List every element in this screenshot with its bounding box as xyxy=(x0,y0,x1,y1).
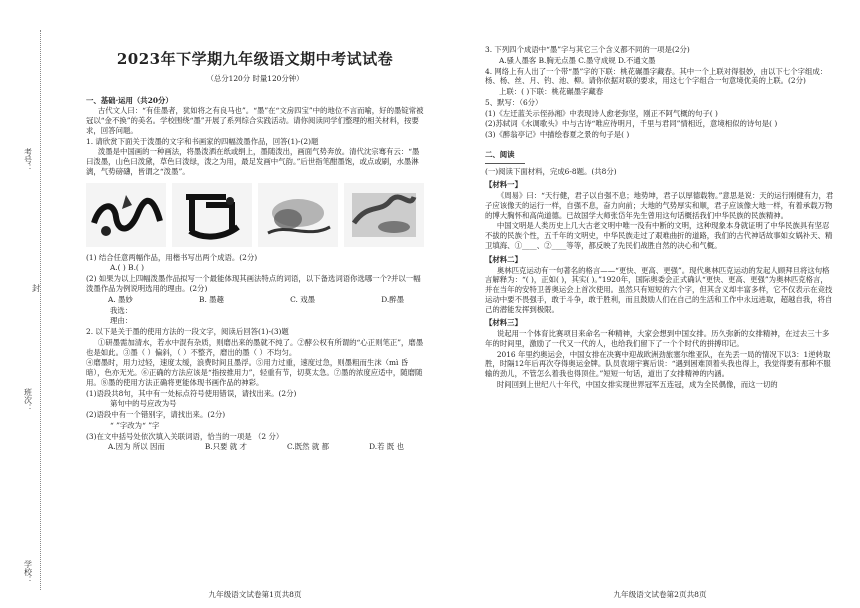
binding-feng-mark: 封 xyxy=(31,284,41,292)
question-2-1-answer[interactable]: 第句中的号应改为号 xyxy=(110,399,177,409)
question-2-2: (2)语段中有一个错别字，请找出来。(2分) xyxy=(86,410,226,420)
question-2-text-2: ④磨墨时，用力过轻，速度太缓，浪费时间且墨浮。⑤用力过重，速度过急，则墨粗而生沫（mì 昏暗），色亦无光。⑥正确的方法应该是“指按推用力”，轻重有节，切莫太急。⑦墨的浓度应适中，随磨随用。⑧墨的使用方法正确将更能体现书画作品的神彩。 xyxy=(86,358,423,387)
material-1-heading: 【材料一】 xyxy=(485,180,522,190)
question-4-answer[interactable]: 上联：( )下联：桃花碾墨字藏春 xyxy=(499,87,604,97)
question-2-3: (3)在文中括号处依次填入关联词语，恰当的一项是 （2 分） xyxy=(86,431,284,441)
page-footer-right: 九年级语文试卷第2页共8页 xyxy=(613,589,707,599)
question-2: 2. 以下是关于墨的使用方法的一段文字，阅读后回答(1)-(3)题 xyxy=(86,327,289,337)
ink-painting-2 xyxy=(172,183,252,247)
reading-instruction: (一)阅读下面材料，完成6-8题。(共8分) xyxy=(485,166,617,176)
question-2-3-options xyxy=(86,442,424,452)
question-1: 1. 请欣赏下面关于泼墨的文字和书画家的四幅泼墨作品，回答(1)-(2)题 xyxy=(86,136,319,146)
material-2-heading: 【材料二】 xyxy=(485,254,522,264)
exam-title: 2023年下学期九年级语文期中考试试卷 xyxy=(116,50,394,68)
question-1-1-blanks[interactable]: A.( ) B.( ) xyxy=(110,263,145,273)
page-footer-left: 九年级语文试卷第1页共8页 xyxy=(208,589,302,599)
section-reading-heading: 二、阅读 xyxy=(485,149,515,159)
option-a: A. 墨妙 xyxy=(108,294,133,304)
class-label: 班次： xyxy=(23,388,33,412)
question-5-1: (1)《左迁蓝关示侄孙湘》中表现诗人愈老弥坚，刚正不阿气概的句子( ) xyxy=(485,108,718,118)
material-3-text: 说起用一个体育比赛项目来命名一种精神，大家会想到中国女排。历久弥新的女排精神，在过去三十多年的时间里，激励了一代又一代的人，也给我们留下了一个个时代的拼搏印记。 xyxy=(485,329,830,348)
question-4: 4. 网络上有人出了一个带“墨”字的下联：桃花碾墨字藏春。其中一个上联对得很妙，由以下七个字组成：杨、杨、丝、月、钓、池、柳。请你依据对联的要求，用这七个字组合一句意境优美的上联。(2分) xyxy=(485,66,828,86)
answer-reason-label: 理由： xyxy=(110,316,133,326)
option-b: B.只要 就 才 xyxy=(204,442,247,452)
answer-choose-label: 我选： xyxy=(110,305,133,315)
ink-painting-1 xyxy=(86,183,166,247)
question-5-2: (2)苏轼词《水调歌头》中与古诗“唯应待明月，千里与君同”情相近，意境相似的诗句是( ) xyxy=(485,119,778,129)
question-1-2: (2) 如果为以上四幅泼墨作品拟写一个最能体现其画法特点的词语，以下备选词语你选哪一个?并以一幅泼墨作品为例说明选用的理由。(2分) xyxy=(86,274,421,293)
exam-subtitle: （总分120分 时量120分钟） xyxy=(206,73,304,83)
question-1-1: (1) 结合任意两幅作品，用楷书写出两个成语。(2分) xyxy=(86,252,258,262)
material-2-text: 奥林匹克运动有一句著名的格言——“更快、更高、更强”。现代奥林匹克运动的发起人顾拜旦将这句格言解释为：“( )，正如( )，其实( )。”1920年，国际奥委会正式确认“更快、更高、更强”为奥林匹克格言，并在当年的安特卫普奥运会上首次使用。虽然只有短短的六个字，但其含义却丰富多样，它不仅表示在竞技运动中要不畏强手，敢于斗争，敢于胜利，而且鼓励人们在自己的生活和工作中永远进取，超越自我，将自己的潜能发挥到极限。 xyxy=(485,265,833,314)
binding-dotted-line xyxy=(40,30,42,590)
left-page xyxy=(86,0,424,608)
question-2-2-answer[interactable]: “ ”字改为“ ”字 xyxy=(110,420,160,430)
school-label: 学校： xyxy=(23,560,33,584)
ink-artworks xyxy=(86,183,424,247)
material-3-text-3: 时间回到上世纪八十年代，中国女排实现世界冠军五连冠，成为全民偶像，而这一切的 xyxy=(496,379,778,389)
material-1-text-2: 中国文明是人类历史上几大古老文明中唯一没有中断的文明，这种现象本身就证明了中华民族具有坚忍不拔的民族个性，五千年的文明史，中华民族走过了艰难曲折的道路，我们的古代神话故事如女娲补天、精卫填海、①____、②____等等，都反映了先民们战胜自然的决心和气概。 xyxy=(485,221,833,251)
question-1-2-options xyxy=(86,295,424,305)
material-3-text-2: 2016 年里约奥运会，中国女排在决赛中迎战欧洲劲旅塞尔维亚队，在先丢一局的情况下以3：1逆转取胜，时隔12年后再次夺得奥运金牌。队员袁翊宇赛后说：“遇到困难顶着头我也得上，我觉得要有那种不服输的劲儿，不管怎么着我也得顶住。”短短一句话，道出了女排精神的内涵。 xyxy=(485,349,831,379)
right-page xyxy=(485,0,835,608)
binding-margin xyxy=(0,0,60,608)
intro-paragraph: 古代文人曰：“有佳墨者，犹如将之有良马也”。“墨”在“文房四宝”中的地位不言而喻，好的墨锭常被冠以“金不换”的美名。学校围绕“墨”开展了系列综合实践活动。请你阅读同学们整理的相关材料，按要求，回答问题。 xyxy=(86,106,424,135)
question-3: 3. 下列四个成语中“墨”字与其它三个含义都不同的一项是(2分) xyxy=(485,45,690,54)
material-1-text: 《周易》曰：“天行健，君子以自强不息；地势坤，君子以厚德载物。”意思是说：天的运行刚健有力，君子应该像天的运行一样，自强不息，奋力向前；大地的气势厚实和顺，君子应该像大地一样，有着承载万物的博大胸怀和高尚道德。已故国学大师张岱年先生曾用这句话概括我们中华民族的民族精神。 xyxy=(485,191,834,220)
option-c: C. 戏墨 xyxy=(290,294,315,304)
exam-number-label: 考号： xyxy=(23,148,33,172)
option-d: D.醉墨 xyxy=(381,294,404,304)
question-5: 5、默写：（6分） xyxy=(485,97,543,107)
section-basics-heading: 一、基础·运用（共20分） xyxy=(86,95,173,105)
option-a: A.因为 所以 因而 xyxy=(108,442,165,452)
option-d: D.若 既 也 xyxy=(369,442,404,452)
question-1-text: 泼墨是中国画的一种画法，将墨泼洒在纸或绢上，墨随泼出，画面气势奔放。清代沈宗骞有云：“墨曰泼墨，山色曰泼黛，草色曰泼绿，泼之为用，最足发画中气韵。”后世指笔酣墨饱，或点或刷，水墨淋漓，气势磅礴，皆谓之“泼墨”。 xyxy=(86,147,420,176)
question-2-text-1: ①研墨需加清水，若水中混有杂质，则磨出来的墨就不纯了。②酵公权有所谓的“心正则笔正”，磨墨也是如此。③墨（ ）偏斜，（ ）不整齐，磨出的墨（ ）不均匀。 xyxy=(86,337,424,357)
question-2-1: (1)语段共8句，其中有一处标点符号使用错误，请找出来。(2分) xyxy=(86,388,297,398)
ink-painting-4 xyxy=(344,183,424,247)
option-b: B. 墨趣 xyxy=(199,294,224,304)
material-3-heading: 【材料三】 xyxy=(485,318,522,328)
ink-painting-3 xyxy=(258,183,338,247)
question-3-options: A.骚人墨客 B.胸无点墨 C.墨守成规 D.不通文墨 xyxy=(499,55,656,65)
section-rule xyxy=(485,163,525,164)
question-5-3: (3)《醉翁亭记》中描绘春夏之景的句子是( ) xyxy=(485,130,630,140)
option-c: C.既然 就 都 xyxy=(286,442,329,452)
